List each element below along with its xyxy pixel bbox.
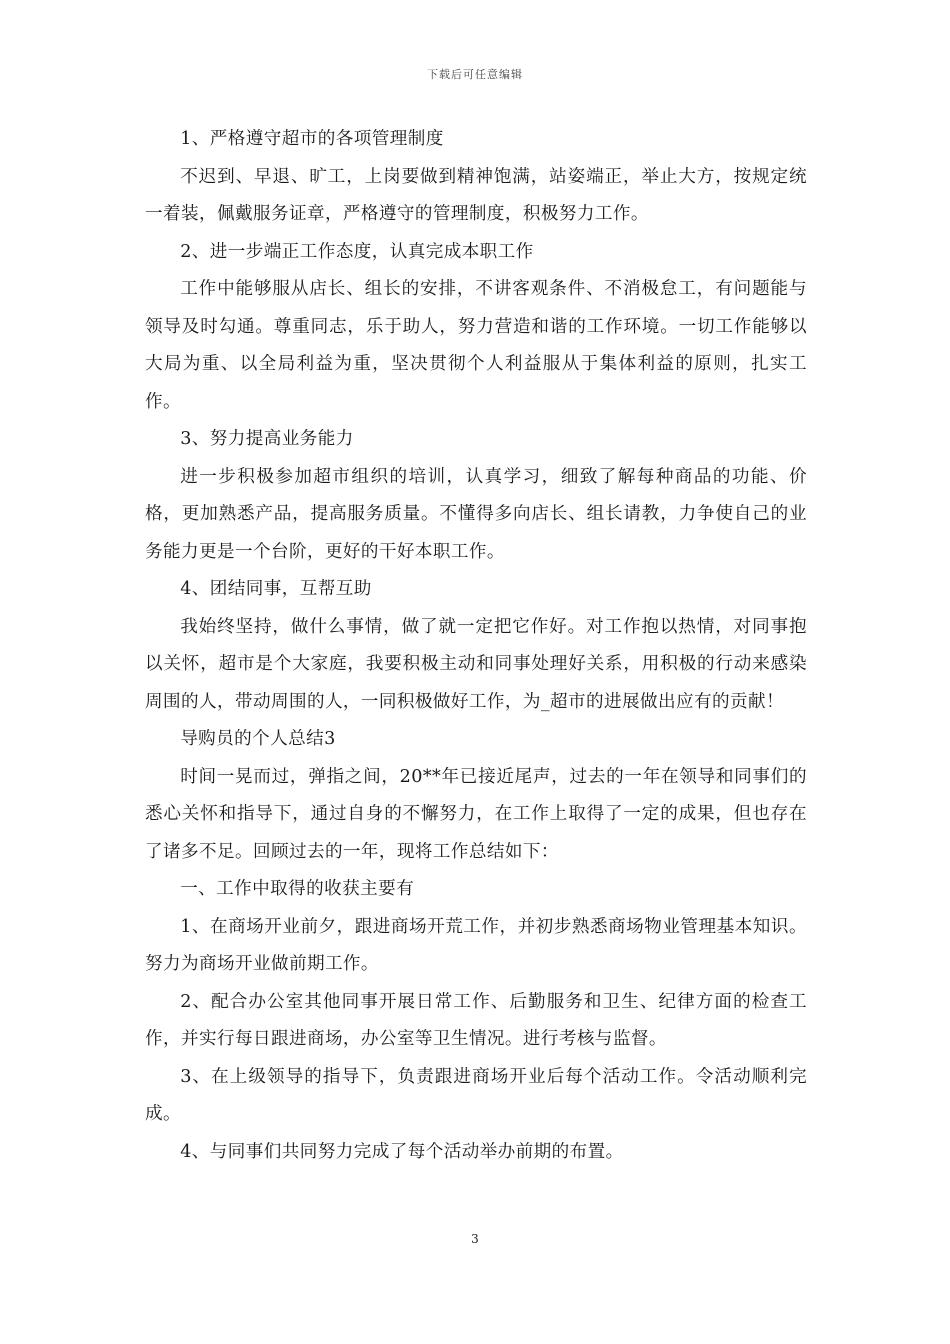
paragraph-10: 时间一晃而过，弹指之间，20**年已接近尾声，过去的一年在领导和同事们的悉心关怀和指导下，通过自身的不懈努力，在工作上取得了一定的成果，但也存在了诸多不足。回顾过去的一年，现将工作总结如下： [145, 766, 807, 862]
paragraph-4: 工作中能够服从店长、组长的安排，不讲客观条件、不消极怠工，有问题能与领导及时勾通。尊重同志，乐于助人，努力营造和谐的工作环境。一切工作能够以大局为重、以全局利益为重，坚决贯彻个人利益服从于集体利益的原则，扎实工作。 [145, 279, 807, 412]
paragraph-1: 1、严格遵守超市的各项管理制度 [180, 129, 444, 149]
paragraph-15: 4、与同事们共同努力完成了每个活动举办前期的布置。 [180, 1141, 624, 1162]
paragraph-6: 进一步积极参加超市组织的培训，认真学习，细致了解每种商品的功能、价格，更加熟悉产品，提高服务质量。不懂得多向店长、组长请教，力争使自己的业务能力更是一个台阶，更好的干好本职工作。 [145, 466, 807, 562]
paragraph-3: 2、进一步端正工作态度，认真完成本职工作 [180, 241, 534, 262]
paragraph-12: 1、在商场开业前夕，跟进商场开荒工作，并初步熟悉商场物业管理基本知识。努力为商场开业做前期工作。 [145, 916, 807, 974]
paragraph-5: 3、努力提高业务能力 [180, 429, 354, 449]
paragraph-7: 4、团结同事，互帮互助 [180, 579, 372, 599]
paragraph-14: 3、在上级领导的指导下，负责跟进商场开业后每个活动工作。令活动顺利完成。 [145, 1066, 807, 1124]
paragraph-8: 我始终坚持，做什么事情，做了就一定把它作好。对工作抱以热情，对同事抱以关怀，超市是个大家庭，我要积极主动和同事处理好关系，用积极的行动来感染周围的人，带动周围的人，一同积极做好工作，为_超市的进展做出应有的贡献！ [145, 616, 807, 712]
paragraph-11: 一、工作中取得的收获主要有 [180, 879, 415, 899]
page-number: 3 [471, 1232, 479, 1246]
paragraph-2: 不迟到、早退、旷工，上岗要做到精神饱满，站姿端正，举止大方，按规定统一着装，佩戴服务证章，严格遵守的管理制度，积极努力工作。 [145, 166, 807, 224]
document-body [145, 121, 807, 1171]
section-heading: 导购员的个人总结3 [180, 729, 336, 749]
page-header: 下载后可任意编辑 [427, 68, 523, 81]
paragraph-13: 2、配合办公室其他同事开展日常工作、后勤服务和卫生、纪律方面的检查工作，并实行每日跟进商场，办公室等卫生情况。进行考核与监督。 [145, 991, 807, 1049]
